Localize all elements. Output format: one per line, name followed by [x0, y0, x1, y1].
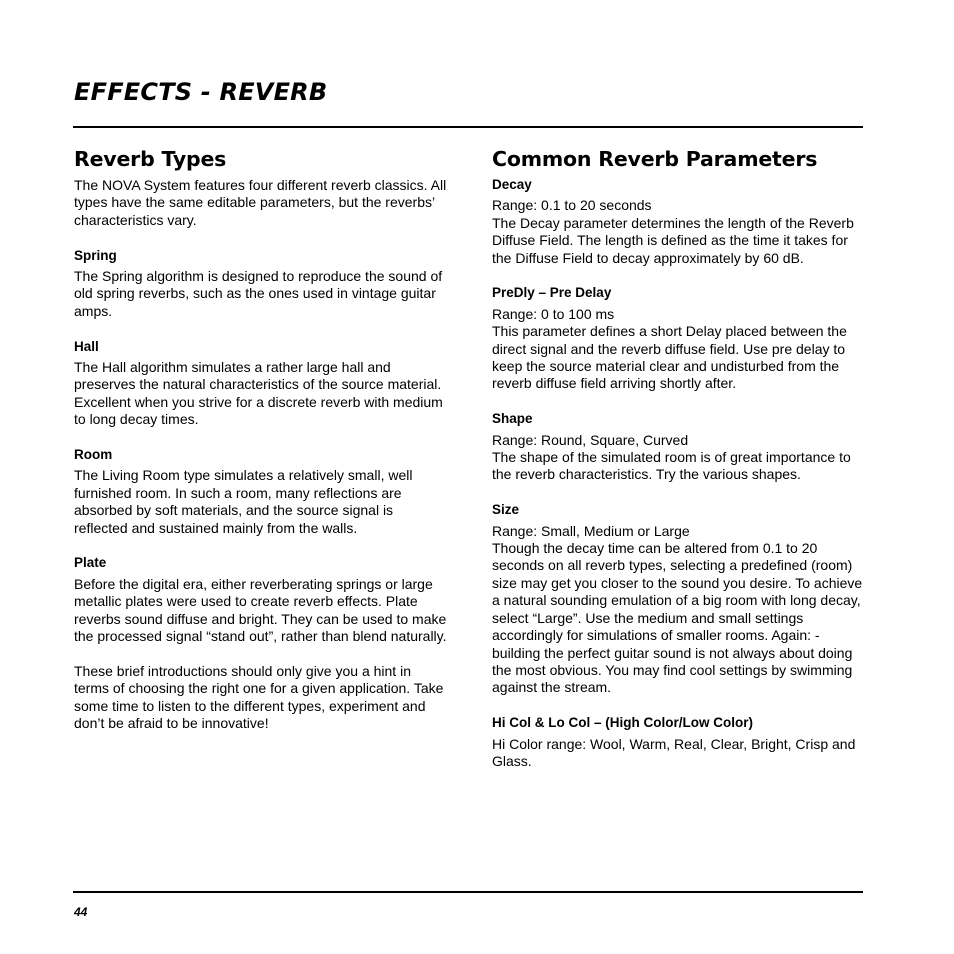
reverb-parameters-heading: Common Reverb Parameters — [492, 147, 818, 171]
param-range: Range: Round, Square, Curved — [492, 431, 689, 448]
param-range: Hi Color range: Wool, Warm, Real, Clear, Bright, Crisp and Glass. — [492, 735, 856, 769]
section-spring — [74, 247, 449, 321]
param-title: PreDly – Pre Delay — [492, 285, 612, 301]
section-plate — [74, 554, 449, 645]
section-title: Plate — [74, 555, 107, 571]
section-body: The Hall algorithm simulates a rather large hall and preserves the natural characteristics of the source material. Excellent when you strive for a discrete reverb with medium to long decay times. — [74, 359, 443, 428]
reverb-types-intro: The NOVA System features four different reverb classics. All types have the same editable parameters, but the reverbs’ characteristics vary. — [74, 177, 447, 228]
section-title: Hall — [74, 338, 99, 354]
param-title: Decay — [492, 177, 532, 192]
param-body: This parameter defines a short Delay placed between the direct signal and the reverb diffuse field. Use pre delay to keep the source material clear and undisturbed from the reverb diffuse field arriving shortly after. — [492, 323, 847, 392]
param-title: Size — [492, 502, 520, 518]
section-body: The Spring algorithm is designed to reproduce the sound of old spring reverbs, such as the ones used in vintage guitar amps. — [74, 268, 443, 319]
param-body: Though the decay time can be altered from 0.1 to 20 seconds on all reverb types, selecting a predefined (room) size may get you closer to the sound you desire. To achieve a natural sounding emulation of a big room with long decay, select “Large”. Use the medium and small settings accordingly for simulations of smaller rooms. Again: - building the perfect guitar sound is not always about doing the most obvious. You may find cool settings by swimming against the stream. — [492, 540, 863, 696]
page-number: 44 — [74, 905, 88, 919]
section-body: Before the digital era, either reverberating springs or large metallic plates were used to create reverb effects. Plate reverbs sound diffuse and bright. They can be used to make the processed signal “stand out”, rather than blend naturally. — [74, 575, 447, 645]
param-body: The shape of the simulated room is of great importance to the reverb characteristics. Try the various shapes. — [492, 449, 851, 483]
section-body: The Living Room type simulates a relatively small, well furnished room. In such a room, many reflections are absorbed by soft materials, and the source signal is reflected and sustained mainly from the walls. — [74, 467, 413, 536]
header-divider — [73, 126, 863, 128]
param-range: Range: Small, Medium or Large — [492, 522, 690, 539]
reverb-types-heading: Reverb Types — [74, 147, 227, 171]
page-title: EFFECTS - REVERB — [74, 78, 328, 106]
closing-paragraph: These brief introductions should only give you a hint in terms of choosing the right one for a given application. Take some time to listen to the different types, experiment and don’t be afraid to be innovative! — [74, 662, 444, 732]
section-title: Room — [74, 447, 113, 463]
section-title: Spring — [74, 247, 117, 263]
param-shape — [492, 410, 864, 484]
param-range: Range: 0 to 100 ms — [492, 305, 615, 322]
reverb-types-column — [74, 145, 449, 733]
param-size — [492, 501, 864, 696]
param-decay — [492, 176, 864, 267]
section-room — [74, 446, 449, 537]
param-body: The Decay parameter determines the length of the Reverb Diffuse Field. The length is defined as the time it takes for the Diffuse Field to decay approximately by 60 dB. — [492, 214, 854, 266]
param-title: Hi Col & Lo Col – (High Color/Low Color) — [492, 715, 753, 731]
param-predelay — [492, 284, 864, 392]
footer-divider — [73, 891, 863, 893]
param-range: Range: 0.1 to 20 seconds — [492, 197, 652, 214]
reverb-parameters-column — [492, 145, 864, 770]
param-title: Shape — [492, 411, 533, 427]
section-hall — [74, 338, 449, 429]
param-color — [492, 714, 864, 770]
